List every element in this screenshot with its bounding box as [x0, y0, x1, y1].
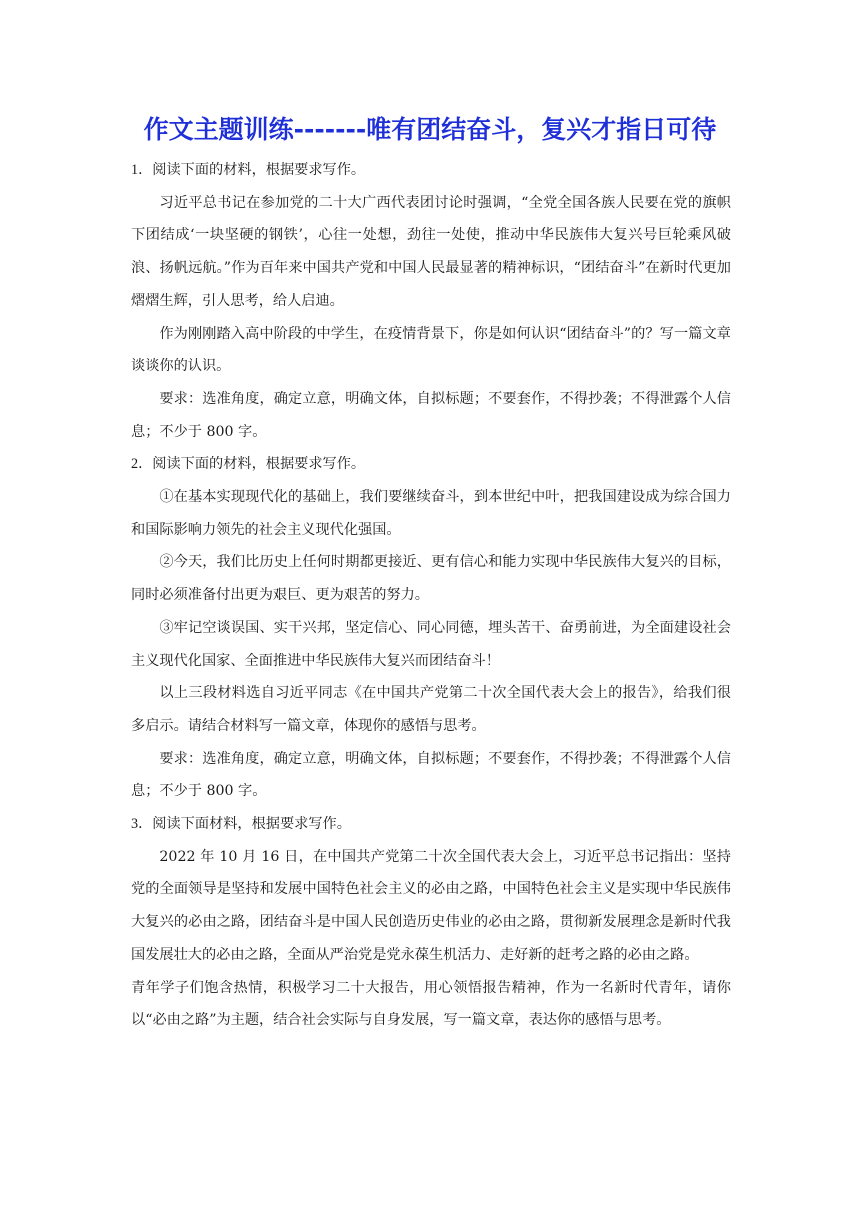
- question-2-heading: 2．阅读下面的材料，根据要求写作。: [131, 456, 366, 473]
- question-1-requirements: 要求：选准角度，确定立意，明确文体，自拟标题；不要套作，不得抄袭；不得泄露个人信息；不少于 800 字。: [131, 390, 731, 440]
- question-3-heading: 3．阅读下面材料，根据要求写作。: [131, 816, 351, 833]
- question-2-material-3: ③牢记空谈误国、实干兴邦，坚定信心、同心同德，埋头苦干、奋勇前进，为全面建设社会主义现代化国家、全面推进中华民族伟大复兴而团结奋斗！: [131, 619, 731, 669]
- document-body: [131, 154, 731, 1037]
- question-1-heading: 1．阅读下面的材料，根据要求写作。: [131, 162, 366, 178]
- question-2-material-1: ①在基本实现现代化的基础上，我们要继续奋斗，到本世纪中叶，把我国建设成为综合国力和国际影响力领先的社会主义现代化强国。: [131, 489, 731, 538]
- question-2-material-2: ②今天，我们比历史上任何时期都更接近、更有信心和能力实现中华民族伟大复兴的目标，同时必须准备付出更为艰巨、更为艰苦的努力。: [131, 554, 731, 604]
- question-3-material: 2022 年 10 月 16 日，在中国共产党第二十次全国代表大会上，习近平总书记指出：坚持党的全面领导是坚持和发展中国特色社会主义的必由之路，中国特色社会主义是实现中华民族伟大复兴的必由之路，团结奋斗是中国人民创造历史伟业的必由之路，贯彻新发展理念是新时代我国发展壮大的必由之路，全面从严治党是党永葆生机活力、走好新的赶考之路的必由之路。: [131, 848, 731, 963]
- question-2-requirements: 要求：选准角度，确定立意，明确文体，自拟标题；不要套作，不得抄袭；不得泄露个人信息；不少于 800 字。: [131, 750, 731, 800]
- question-3-prompt: 青年学子们饱含热情，积极学习二十大报告，用心领悟报告精神，作为一名新时代青年，请你以“必由之路”为主题，结合社会实际与自身发展，写一篇文章，表达你的感悟与思考。: [131, 979, 731, 1029]
- question-1-material: 习近平总书记在参加党的二十大广西代表团讨论时强调，“全党全国各族人民要在党的旗帜下团结成‘一块坚硬的钢铁’，心往一处想，劲往一处使，推动中华民族伟大复兴号巨轮乘风破浪、扬帆远航。”作为百年来中国共产党和中国人民最显著的精神标识，“团结奋斗”在新时代更加熠熠生辉，引人思考，给人启迪。: [131, 194, 731, 309]
- document-title: 作文主题训练-------唯有团结奋斗，复兴才指日可待: [143, 115, 717, 144]
- question-2-prompt: 以上三段材料选自习近平同志《在中国共产党第二十次全国代表大会上的报告》，给我们很多启示。请结合材料写一篇文章，体现你的感悟与思考。: [131, 685, 731, 734]
- question-1-prompt: 作为刚刚踏入高中阶段的中学生，在疫情背景下，你是如何认识“团结奋斗”的？写一篇文章谈谈你的认识。: [131, 325, 731, 375]
